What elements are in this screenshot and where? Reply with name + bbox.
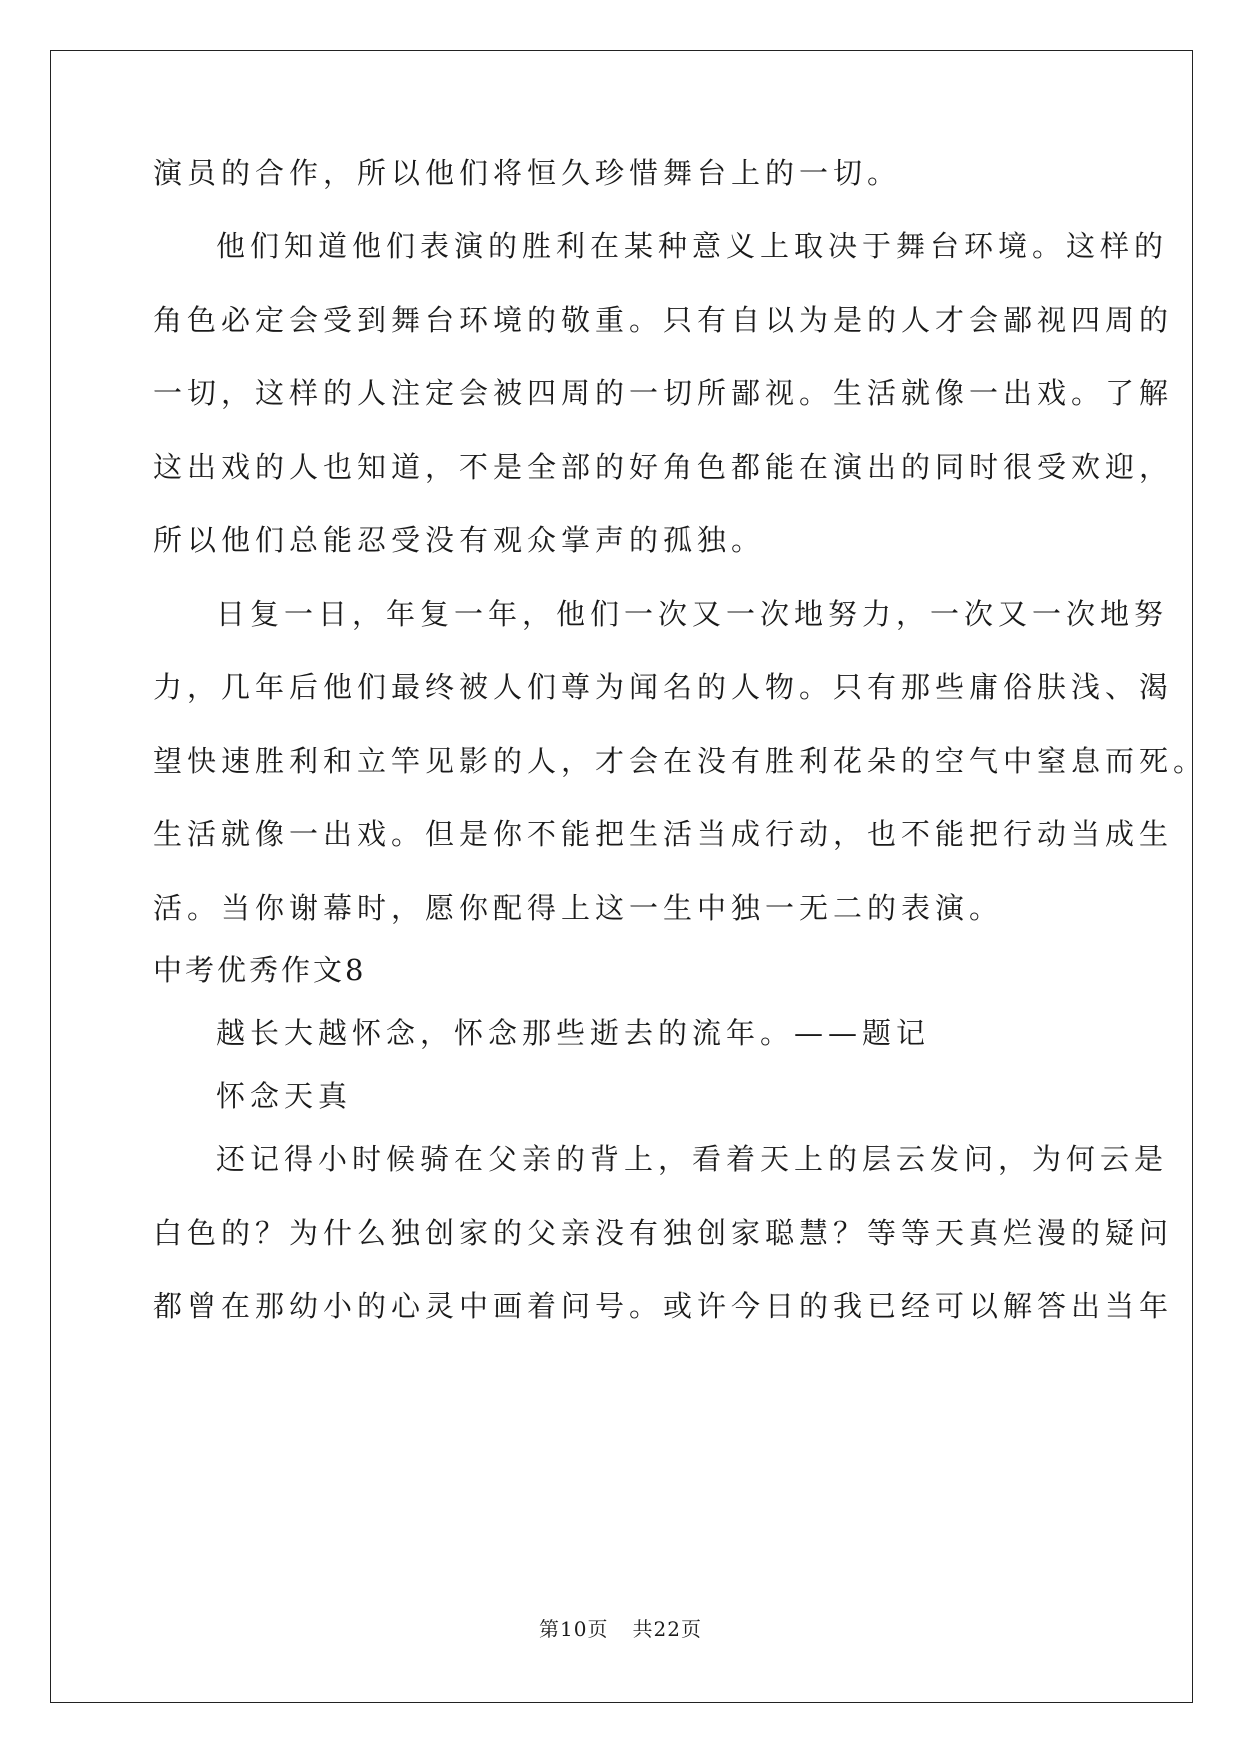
section-heading: 中考优秀作文8 (153, 953, 367, 987)
page-total: 共22页 (632, 1617, 702, 1641)
text-line: 活。当你谢幕时，愿你配得上这一生中独一无二的表演。 (153, 891, 1004, 925)
text-line: 所以他们总能忍受没有观众掌声的孤独。 (153, 523, 766, 557)
text-line: 演员的合作，所以他们将恒久珍惜舞台上的一切。 (153, 156, 902, 190)
text-line: 这出戏的人也知道，不是全部的好角色都能在演出的同时很受欢迎， (153, 450, 1174, 484)
epigraph: 越长大越怀念，怀念那些逝去的流年。——题记 (216, 1016, 931, 1050)
text-line: 还记得小时候骑在父亲的背上，看着天上的层云发问，为何云是 (216, 1142, 1169, 1176)
subheading: 怀念天真 (216, 1079, 353, 1113)
text-line: 生活就像一出戏。但是你不能把生活当成行动，也不能把行动当成生 (153, 817, 1174, 851)
text-line: 白色的？为什么独创家的父亲没有独创家聪慧？等等天真烂漫的疑问 (153, 1216, 1174, 1250)
text-line: 都曾在那幼小的心灵中画着问号。或许今日的我已经可以解答出当年 (153, 1289, 1174, 1323)
page-border (50, 50, 1193, 1703)
page-footer (0, 1616, 1241, 1642)
text-line: 他们知道他们表演的胜利在某种意义上取决于舞台环境。这样的 (216, 229, 1169, 263)
text-line: 力，几年后他们最终被人们尊为闻名的人物。只有那些庸俗肤浅、渴 (153, 670, 1174, 704)
text-line: 一切，这样的人注定会被四周的一切所鄙视。生活就像一出戏。了解 (153, 376, 1174, 410)
text-line: 角色必定会受到舞台环境的敬重。只有自以为是的人才会鄙视四周的 (153, 303, 1174, 337)
text-line: 日复一日，年复一年，他们一次又一次地努力，一次又一次地努 (216, 597, 1169, 631)
page-number: 第10页 (539, 1617, 609, 1641)
text-line: 望快速胜利和立竿见影的人，才会在没有胜利花朵的空气中窒息而死。 (153, 744, 1208, 778)
